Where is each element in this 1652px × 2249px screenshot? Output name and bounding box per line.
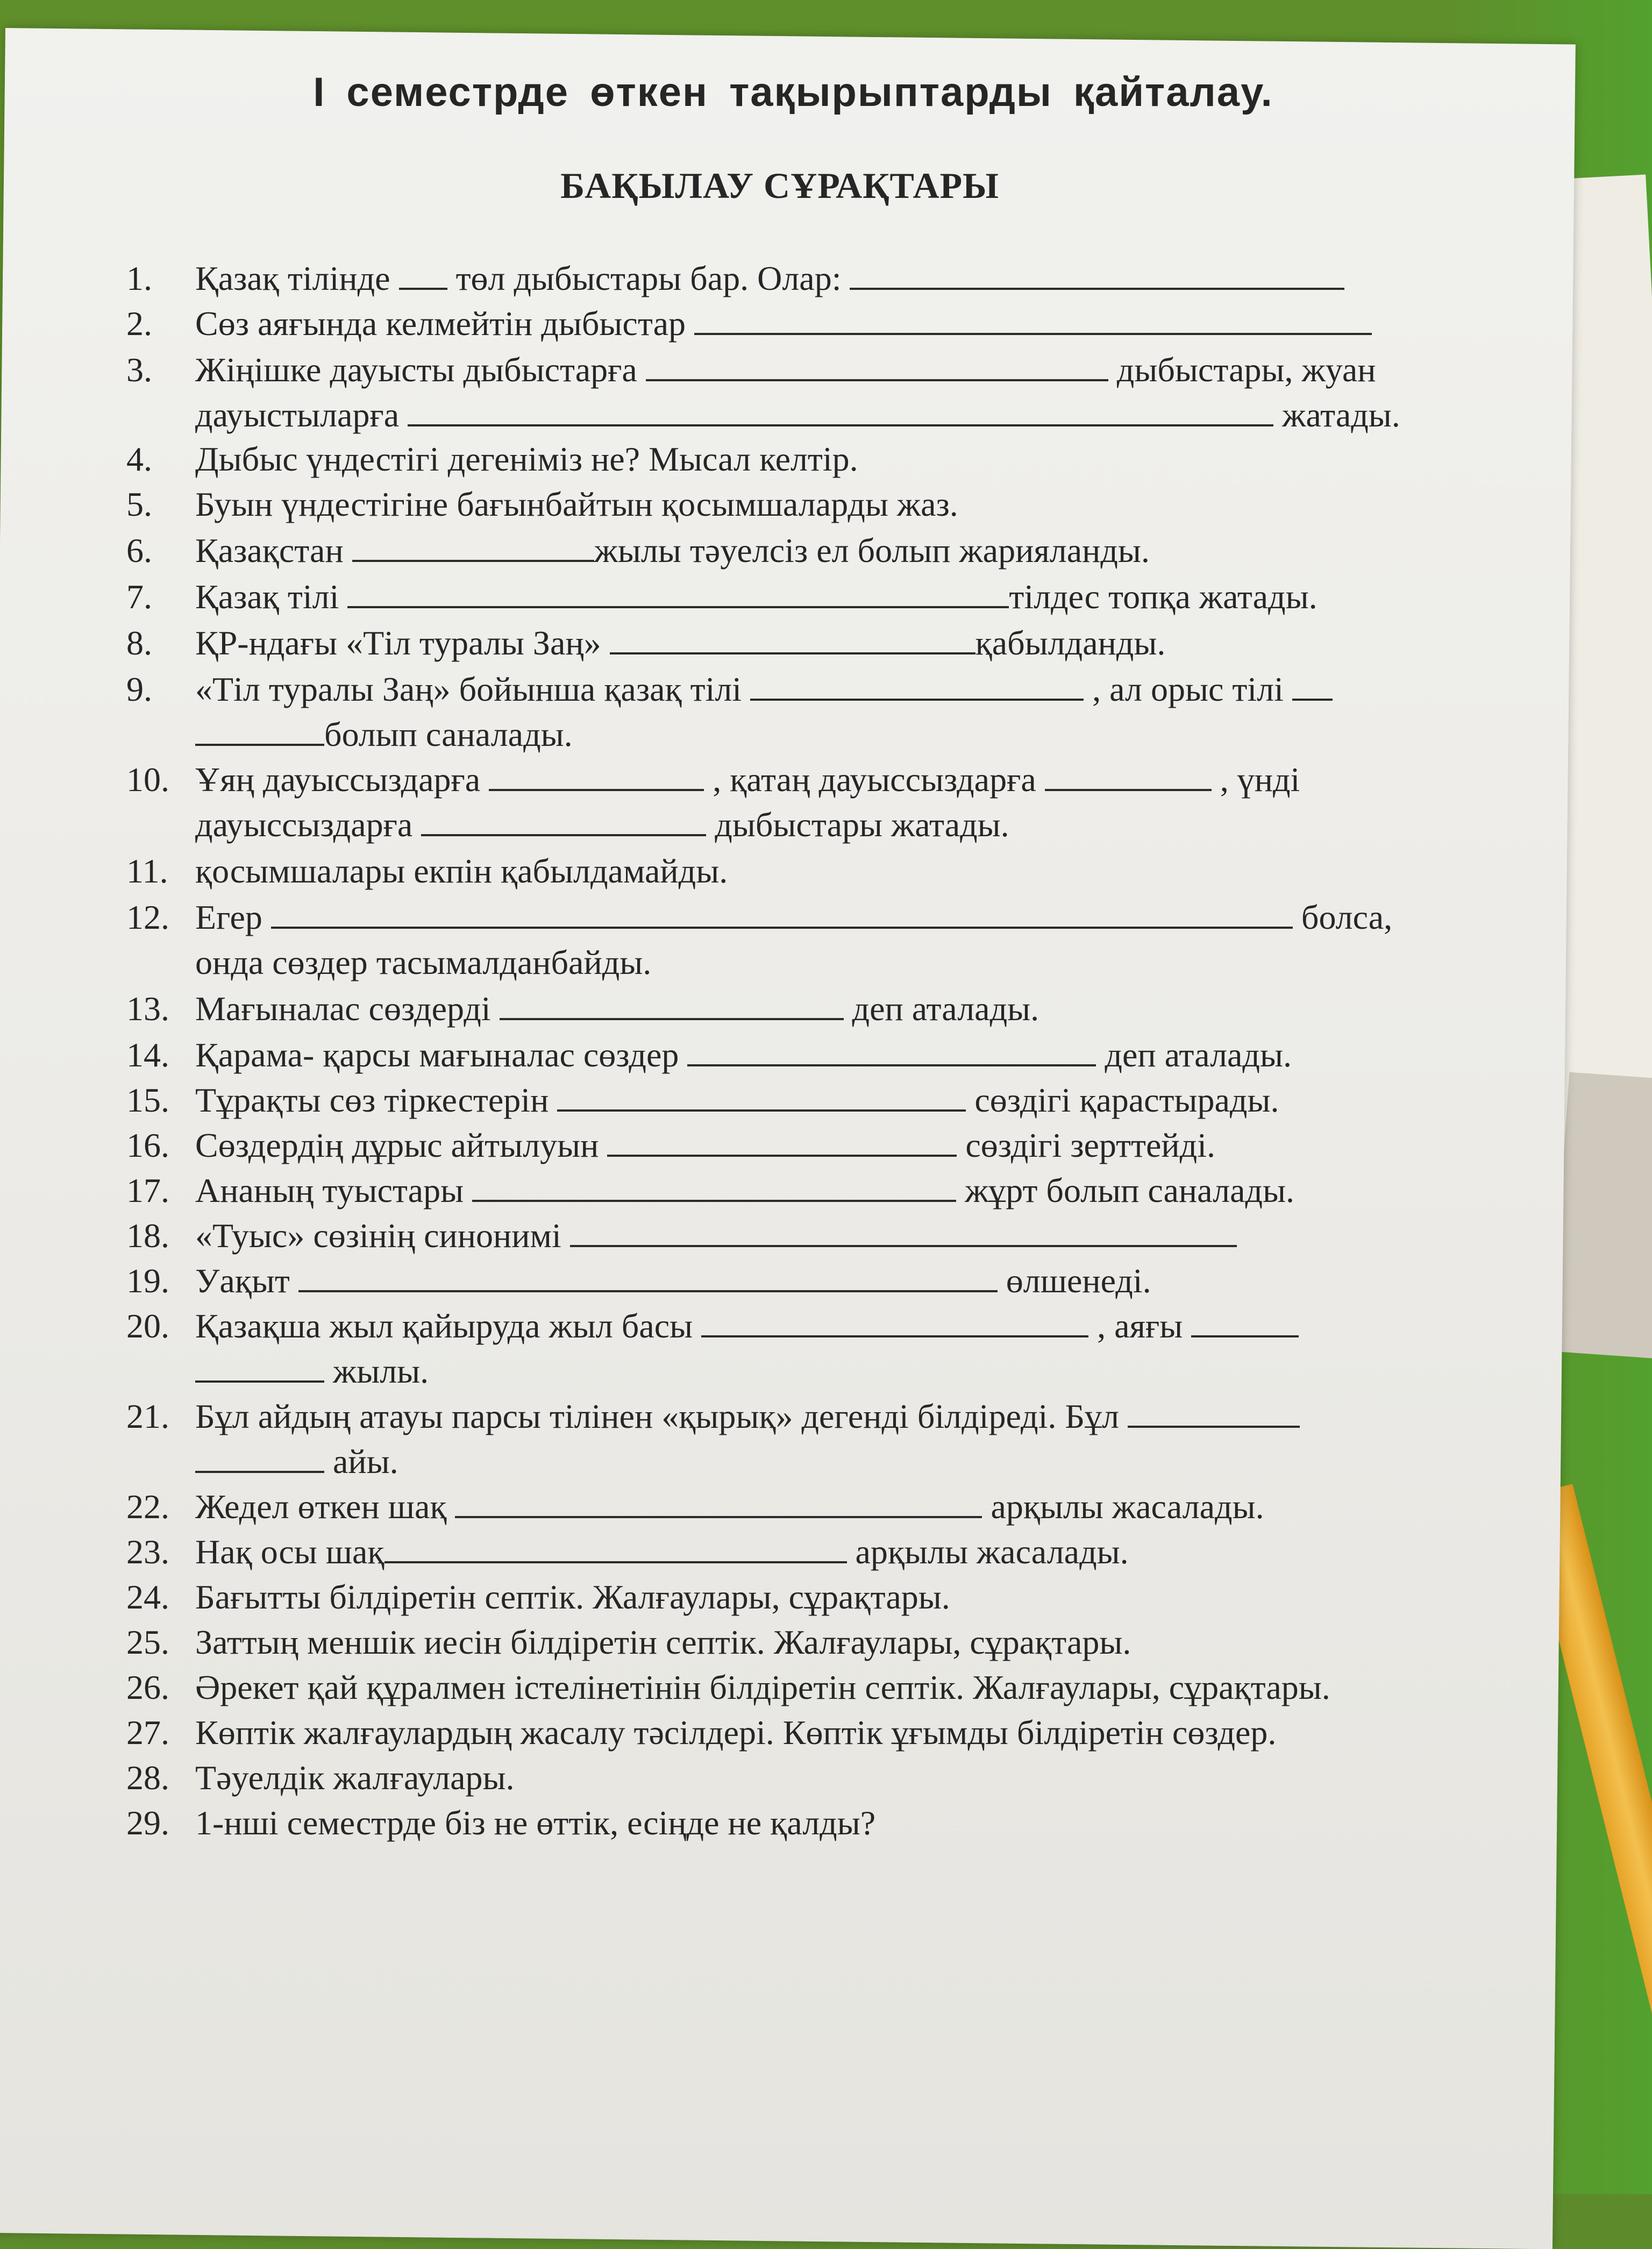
answer-blank[interactable] [646, 351, 1108, 381]
question-9: 9. «Тіл туралы Заң» бойынша қазақ тілі , ал орыс тілі болып саналады. [126, 667, 1503, 757]
question-16: 16. Сөздердің дұрыс айтылуын сөздігі зерттейді. [126, 1126, 1215, 1164]
answer-blank[interactable] [557, 1081, 966, 1112]
question-13: 13. Мағыналас сөздерді деп аталады. [126, 990, 1039, 1028]
answer-blank[interactable] [399, 260, 447, 290]
question-25: 25. Заттың меншік иесін білдіретін септік. Жалғаулары, сұрақтары. [126, 1623, 1131, 1661]
answer-blank[interactable] [687, 1036, 1096, 1066]
answer-blank[interactable] [195, 1443, 324, 1473]
question-29: 29. 1-нші семестрде біз не өттік, есіңде не қалды? [126, 1804, 876, 1842]
question-5: 5. Буын үндестігіне бағынбайтын қосымшаларды жаз. [126, 485, 958, 523]
answer-blank[interactable] [850, 260, 1344, 290]
question-6: 6. Қазақстан жылы тәуелсіз ел болып жарияланды. [126, 531, 1150, 570]
answer-blank[interactable] [1045, 761, 1212, 791]
question-19: 19. Уақыт өлшенеді. [126, 1262, 1151, 1300]
answer-blank[interactable] [1128, 1398, 1300, 1428]
page-title: I семестрде өткен тақырыптарды қайталау. [313, 69, 1273, 115]
answer-blank[interactable] [500, 990, 844, 1020]
question-28: 28. Тәуелдік жалғаулары. [126, 1759, 515, 1797]
answer-blank[interactable] [271, 899, 1293, 929]
answer-blank[interactable] [694, 305, 1372, 335]
question-17: 17. Ананың туыстары жұрт болып саналады. [126, 1171, 1295, 1209]
answer-blank[interactable] [408, 396, 1273, 426]
answer-blank[interactable] [570, 1217, 1237, 1247]
question-21: 21. Бұл айдың атауы парсы тілінен «қырық» дегенді білдіреді. Бұл айы. [126, 1394, 1503, 1484]
question-10: 10. Ұяң дауыссыздарға , қатаң дауыссыздарға , үнді дауыссыздарға дыбыстары жатады. [126, 760, 1300, 844]
question-18: 18. «Туыс» сөзінің синонимі [126, 1213, 1503, 1258]
answer-blank[interactable] [347, 578, 1009, 608]
question-14: 14. Қарама- қарсы мағыналас сөздер деп аталады. [126, 1036, 1292, 1074]
question-23: 23. Нақ осы шақ арқылы жасалады. [126, 1533, 1129, 1571]
answer-blank[interactable] [750, 671, 1084, 701]
question-27: 27. Көптік жалғаулардың жасалу тәсілдері. Көптік ұғымды білдіретін сөздер. [126, 1713, 1277, 1752]
page-subtitle: БАҚЫЛАУ СҰРАҚТАРЫ [560, 165, 999, 206]
answer-blank[interactable] [489, 761, 704, 791]
question-15: 15. Тұрақты сөз тіркестерін сөздігі қарастырады. [126, 1081, 1279, 1119]
answer-blank[interactable] [352, 532, 594, 562]
question-24: 24. Бағытты білдіретін септік. Жалғаулары, сұрақтары. [126, 1578, 950, 1616]
question-22: 22. Жедел өткен шақ арқылы жасалады. [126, 1488, 1264, 1526]
answer-blank[interactable] [455, 1488, 982, 1518]
question-20: 20. Қазақша жыл қайыруда жыл басы , аяғы жылы. [126, 1304, 1503, 1394]
answer-blank[interactable] [421, 806, 706, 836]
question-12: 12. Егер болса, онда сөздер тасымалданбайды. [126, 898, 1393, 981]
question-26: 26. Әрекет қай құралмен істелінетінін білдіретін септік. Жалғаулары, сұрақтары. [126, 1668, 1330, 1706]
answer-blank[interactable] [607, 1127, 957, 1157]
question-8: 8. ҚР-ндағы «Тіл туралы Заң» қабылданды. [126, 624, 1166, 662]
answer-blank[interactable] [701, 1307, 1088, 1337]
question-11: 11. қосымшалары екпін қабылдамайды. [126, 852, 728, 890]
answer-blank[interactable] [298, 1262, 998, 1292]
answer-blank[interactable] [195, 716, 324, 746]
question-1: 1. Қазақ тілінде төл дыбыстары бар. Олар: [126, 256, 1503, 301]
answer-blank[interactable] [472, 1172, 956, 1202]
answer-blank[interactable] [1292, 671, 1333, 701]
question-3: 3. Жіңішке дауысты дыбыстарға дыбыстары, жуан дауыстыларға жатады. [126, 351, 1400, 434]
question-7: 7. Қазақ тілі тілдес топқа жатады. [126, 578, 1318, 616]
answer-blank[interactable] [195, 1353, 324, 1383]
question-4: 4. Дыбыс үндестігі дегеніміз не? Мысал келтір. [126, 440, 858, 478]
question-2: 2. Сөз аяғында келмейтін дыбыстар [126, 301, 1503, 346]
answer-blank[interactable] [1191, 1307, 1299, 1337]
answer-blank[interactable] [384, 1533, 847, 1563]
answer-blank[interactable] [610, 624, 975, 654]
